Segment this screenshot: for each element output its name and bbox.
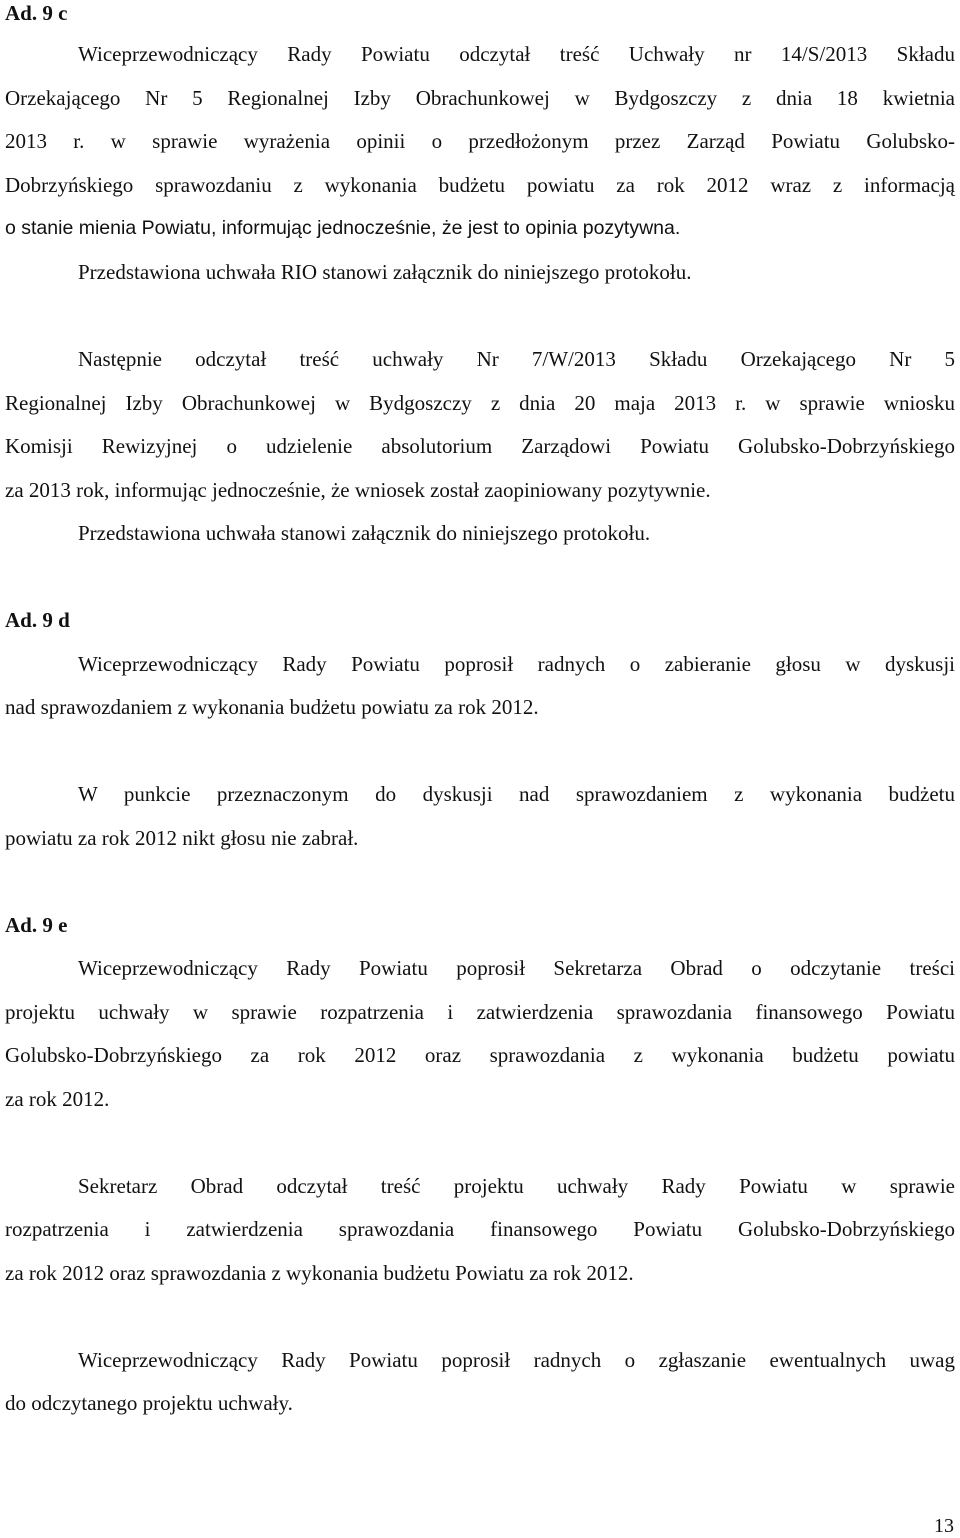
paragraph-line: za rok 2012 oraz sprawozdania z wykonania budżetu Powiatu za rok 2012. — [5, 1261, 634, 1285]
paragraph-line: 2013 r. w sprawie wyrażenia opinii o przedłożonym przez Zarząd Powiatu Golubsko- — [5, 129, 955, 153]
paragraph-line: Golubsko-Dobrzyńskiego za rok 2012 oraz sprawozdania z wykonania budżetu powiatu — [5, 1043, 955, 1067]
paragraph-line: powiatu za rok 2012 nikt głosu nie zabrał. — [5, 826, 359, 850]
paragraph-line: za rok 2012. — [5, 1087, 110, 1111]
section-heading-9c: Ad. 9 c — [5, 1, 68, 25]
paragraph-line: Regionalnej Izby Obrachunkowej w Bydgoszczy z dnia 20 maja 2013 r. w sprawie wniosku — [5, 391, 955, 415]
paragraph-line: do odczytanego projektu uchwały. — [5, 1391, 293, 1415]
paragraph-line: Przedstawiona uchwała RIO stanowi załącznik do niniejszego protokołu. — [78, 260, 692, 284]
paragraph-line: Wiceprzewodniczący Rady Powiatu poprosił radnych o zgłaszanie ewentualnych uwag — [78, 1348, 955, 1372]
paragraph-line: Orzekającego Nr 5 Regionalnej Izby Obrachunkowej w Bydgoszczy z dnia 18 kwietnia — [5, 86, 955, 110]
page-number: 13 — [934, 1515, 954, 1537]
paragraph-line: nad sprawozdaniem z wykonania budżetu powiatu za rok 2012. — [5, 695, 539, 719]
paragraph-line: Przedstawiona uchwała stanowi załącznik do niniejszego protokołu. — [78, 521, 651, 545]
paragraph-line: Dobrzyńskiego sprawozdaniu z wykonania budżetu powiatu za rok 2012 wraz z informacją — [5, 173, 955, 197]
paragraph-line: Wiceprzewodniczący Rady Powiatu poprosił Sekretarza Obrad o odczytanie treści — [78, 956, 955, 980]
paragraph-line: rozpatrzenia i zatwierdzenia sprawozdania finansowego Powiatu Golubsko-Dobrzyńskiego — [5, 1217, 955, 1241]
paragraph-line: Wiceprzewodniczący Rady Powiatu odczytał treść Uchwały nr 14/S/2013 Składu — [78, 42, 955, 66]
section-heading-9d: Ad. 9 d — [5, 608, 70, 632]
paragraph-line: W punkcie przeznaczonym do dyskusji nad sprawozdaniem z wykonania budżetu — [78, 782, 955, 806]
paragraph-line: Sekretarz Obrad odczytał treść projektu uchwały Rady Powiatu w sprawie — [78, 1174, 955, 1198]
paragraph-line: za 2013 rok, informując jednocześnie, że wniosek został zaopiniowany pozytywnie. — [5, 478, 711, 502]
paragraph-line: Wiceprzewodniczący Rady Powiatu poprosił radnych o zabieranie głosu w dyskusji — [78, 652, 955, 676]
paragraph-line: Komisji Rewizyjnej o udzielenie absolutorium Zarządowi Powiatu Golubsko-Dobrzyńskiego — [5, 434, 955, 458]
section-heading-9e: Ad. 9 e — [5, 913, 68, 937]
paragraph-line: Następnie odczytał treść uchwały Nr 7/W/2013 Składu Orzekającego Nr 5 — [78, 347, 955, 371]
paragraph-line: projektu uchwały w sprawie rozpatrzenia i zatwierdzenia sprawozdania finansowego Powiatu — [5, 1000, 955, 1024]
paragraph-line: o stanie mienia Powiatu, informując jednocześnie, że jest to opinia pozytywna. — [5, 217, 681, 239]
